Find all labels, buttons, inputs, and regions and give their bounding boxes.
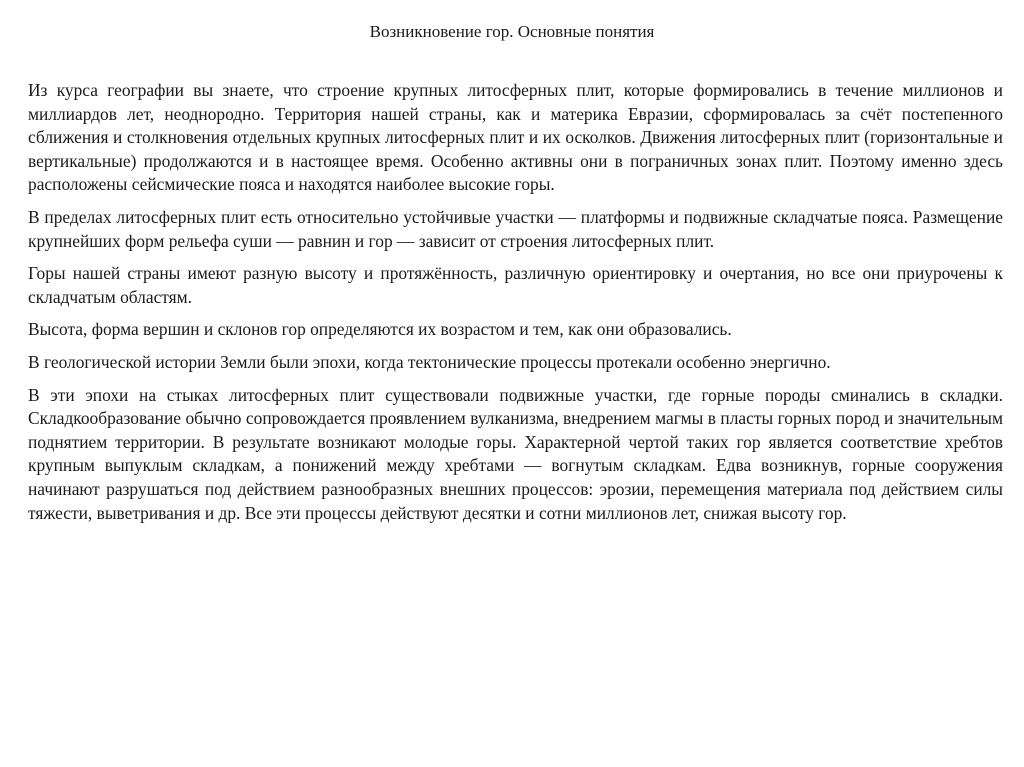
paragraph-2: В пределах литосферных плит есть относительно устойчивые участки — платформы и подвижные складчатые пояса. Размещение крупнейших форм рельефа суши — равнин и гор — зависит от строения литосферных плит. [28, 206, 1003, 251]
paragraph-4: Высота, форма вершин и склонов гор определяются их возрастом и тем, как они образовались. [28, 319, 732, 340]
paragraph-6: В эти эпохи на стыках литосферных плит существовали подвижные участки, где горные породы сминались в складки. Складкообразование обычно сопровождается проявлением вулканизма, внедрением магмы в пласты горных пород и значительным поднятием территории. В результате возникают молодые горы. Характерной чертой таких гор является соответствие хребтов крупным выпуклым складкам, а понижений между хребтами — вогнутым складкам. Едва возникнув, горные сооружения начинают разрушаться под действием разнообразных внешних процессов: эрозии, перемещения материала под действием силы тяжести, выветривания и др. Все эти процессы действуют десятки и сотни миллионов лет, снижая высоту гор. [28, 384, 1003, 523]
paragraph-3: Горы нашей страны имеют разную высоту и протяжённость, различную ориентировку и очертания, но все они приурочены к складчатым областям. [28, 263, 1003, 307]
paragraph-1: Из курса географии вы знаете, что строение крупных литосферных плит, которые формировались в течение миллионов и миллиардов лет, неоднородно. Территория нашей страны, как и материка Евразии, сформировалась за счёт постепенного сближения и столкновения отдельных крупных литосферных плит и их осколков. Движения литосферных плит (горизонтальные и вертикальные) продолжаются и в настоящее время. Особенно активны они в пограничных зонах плит. Поэтому именно здесь расположены сейсмические пояса и находятся наиболее высокие горы. [28, 80, 1003, 195]
paragraph-5: В геологической истории Земли были эпохи, когда тектонические процессы протекали особенно энергично. [28, 351, 831, 372]
page-title: Возникновение гор. Основные понятия [369, 22, 655, 41]
document-body [28, 79, 1003, 534]
